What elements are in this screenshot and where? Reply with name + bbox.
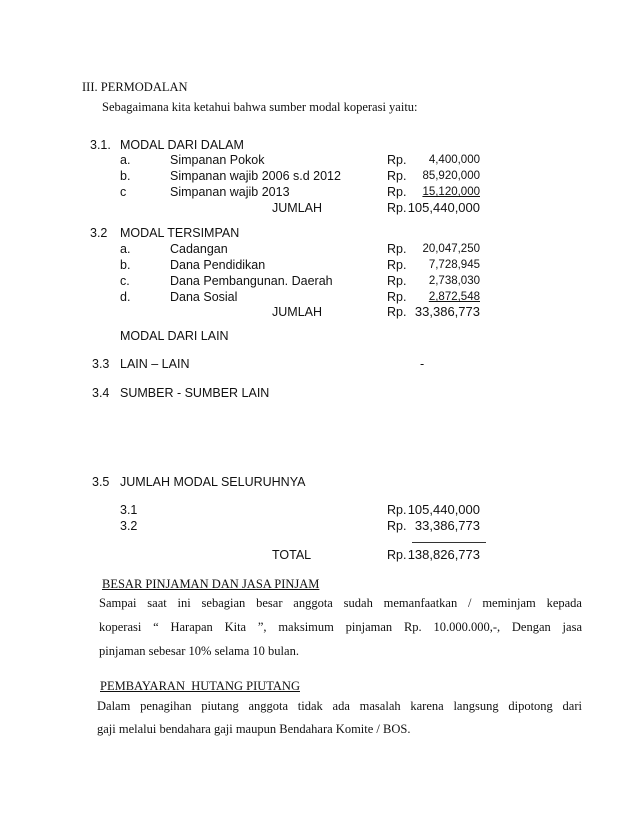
currency-label: Rp. bbox=[387, 290, 407, 304]
currency-label: Rp. bbox=[387, 548, 407, 562]
section-number: 3.5 bbox=[92, 475, 110, 489]
total-label: TOTAL bbox=[272, 548, 312, 562]
paragraph-line: gaji melalui bendahara gaji maupun Bendahara Komite / BOS. bbox=[97, 722, 411, 736]
section-heading: JUMLAH MODAL SELURUHNYA bbox=[120, 475, 306, 489]
paragraph-line: Sampai saat ini sebagian besar anggota sudah memanfaatkan / meminjam kepada bbox=[99, 596, 582, 610]
paragraph-line: pinjaman sebesar 10% selama 10 bulan. bbox=[99, 644, 299, 658]
item-label: Simpanan wajib 2006 s.d 2012 bbox=[170, 169, 341, 183]
section-title: III. PERMODALAN bbox=[82, 80, 188, 94]
item-label: Simpanan wajib 2013 bbox=[170, 185, 290, 199]
item-label: 3.1 bbox=[120, 503, 138, 517]
section-heading: SUMBER - SUMBER LAIN bbox=[120, 386, 270, 400]
currency-label: Rp. bbox=[387, 153, 407, 167]
item-value: 4,400,000 bbox=[428, 154, 480, 166]
total-label: JUMLAH bbox=[272, 305, 323, 319]
currency-label: Rp. bbox=[387, 169, 407, 183]
paragraph-heading: BESAR PINJAMAN DAN JASA PINJAM bbox=[102, 577, 320, 591]
section-heading: MODAL TERSIMPAN bbox=[120, 226, 240, 240]
total-value: 33,386,773 bbox=[414, 304, 480, 319]
paragraph-line: koperasi “ Harapan Kita ”, maksimum pinjaman Rp. 10.000.000,-, Dengan jasa bbox=[99, 620, 582, 634]
item-letter: a. bbox=[120, 242, 131, 256]
item-label: 3.2 bbox=[120, 519, 138, 533]
currency-label: Rp. bbox=[387, 185, 407, 199]
total-label: JUMLAH bbox=[272, 201, 323, 215]
section-heading: LAIN – LAIN bbox=[120, 357, 190, 371]
item-value: 20,047,250 bbox=[422, 243, 480, 255]
item-value: 33,386,773 bbox=[414, 518, 480, 533]
total-value: 138,826,773 bbox=[407, 547, 480, 562]
item-value: 105,440,000 bbox=[407, 502, 480, 517]
item-label: Dana Pembangunan. Daerah bbox=[170, 274, 333, 288]
currency-label: Rp. bbox=[387, 503, 407, 517]
paragraph-heading: PEMBAYARAN HUTANG PIUTANG bbox=[100, 679, 300, 693]
item-value: - bbox=[420, 357, 425, 371]
intro-text: Sebagaimana kita ketahui bahwa sumber modal koperasi yaitu: bbox=[102, 100, 418, 114]
item-letter: b. bbox=[120, 169, 131, 183]
item-letter: a. bbox=[120, 153, 131, 167]
item-letter: c. bbox=[120, 274, 130, 288]
item-value: 2,738,030 bbox=[428, 275, 480, 287]
item-letter: c bbox=[120, 185, 127, 199]
item-label: Dana Pendidikan bbox=[170, 258, 266, 272]
currency-label: Rp. bbox=[387, 201, 407, 215]
section-number: 3.3 bbox=[92, 357, 110, 371]
currency-label: Rp. bbox=[387, 258, 407, 272]
item-label: Cadangan bbox=[170, 242, 228, 256]
section-heading: MODAL DARI DALAM bbox=[120, 138, 244, 152]
section-number: 3.1. bbox=[90, 138, 111, 152]
item-label: Simpanan Pokok bbox=[170, 153, 265, 167]
total-value: 105,440,000 bbox=[407, 200, 480, 215]
currency-label: Rp. bbox=[387, 274, 407, 288]
item-label: Dana Sosial bbox=[170, 290, 238, 304]
item-value: 7,728,945 bbox=[428, 259, 480, 271]
currency-label: Rp. bbox=[387, 305, 407, 319]
item-value: 15,120,000 bbox=[422, 186, 480, 198]
item-value: 2,872,548 bbox=[428, 291, 480, 303]
section-number: 3.2 bbox=[90, 226, 108, 240]
section-number: 3.4 bbox=[92, 386, 110, 400]
item-letter: d. bbox=[120, 290, 131, 304]
section-heading: MODAL DARI LAIN bbox=[120, 329, 229, 343]
currency-label: Rp. bbox=[387, 519, 407, 533]
currency-label: Rp. bbox=[387, 242, 407, 256]
paragraph-line: Dalam penagihan piutang anggota tidak ada masalah karena langsung dipotong dari bbox=[97, 699, 582, 713]
sum-divider bbox=[412, 542, 486, 543]
item-value: 85,920,000 bbox=[422, 170, 480, 182]
item-letter: b. bbox=[120, 258, 131, 272]
